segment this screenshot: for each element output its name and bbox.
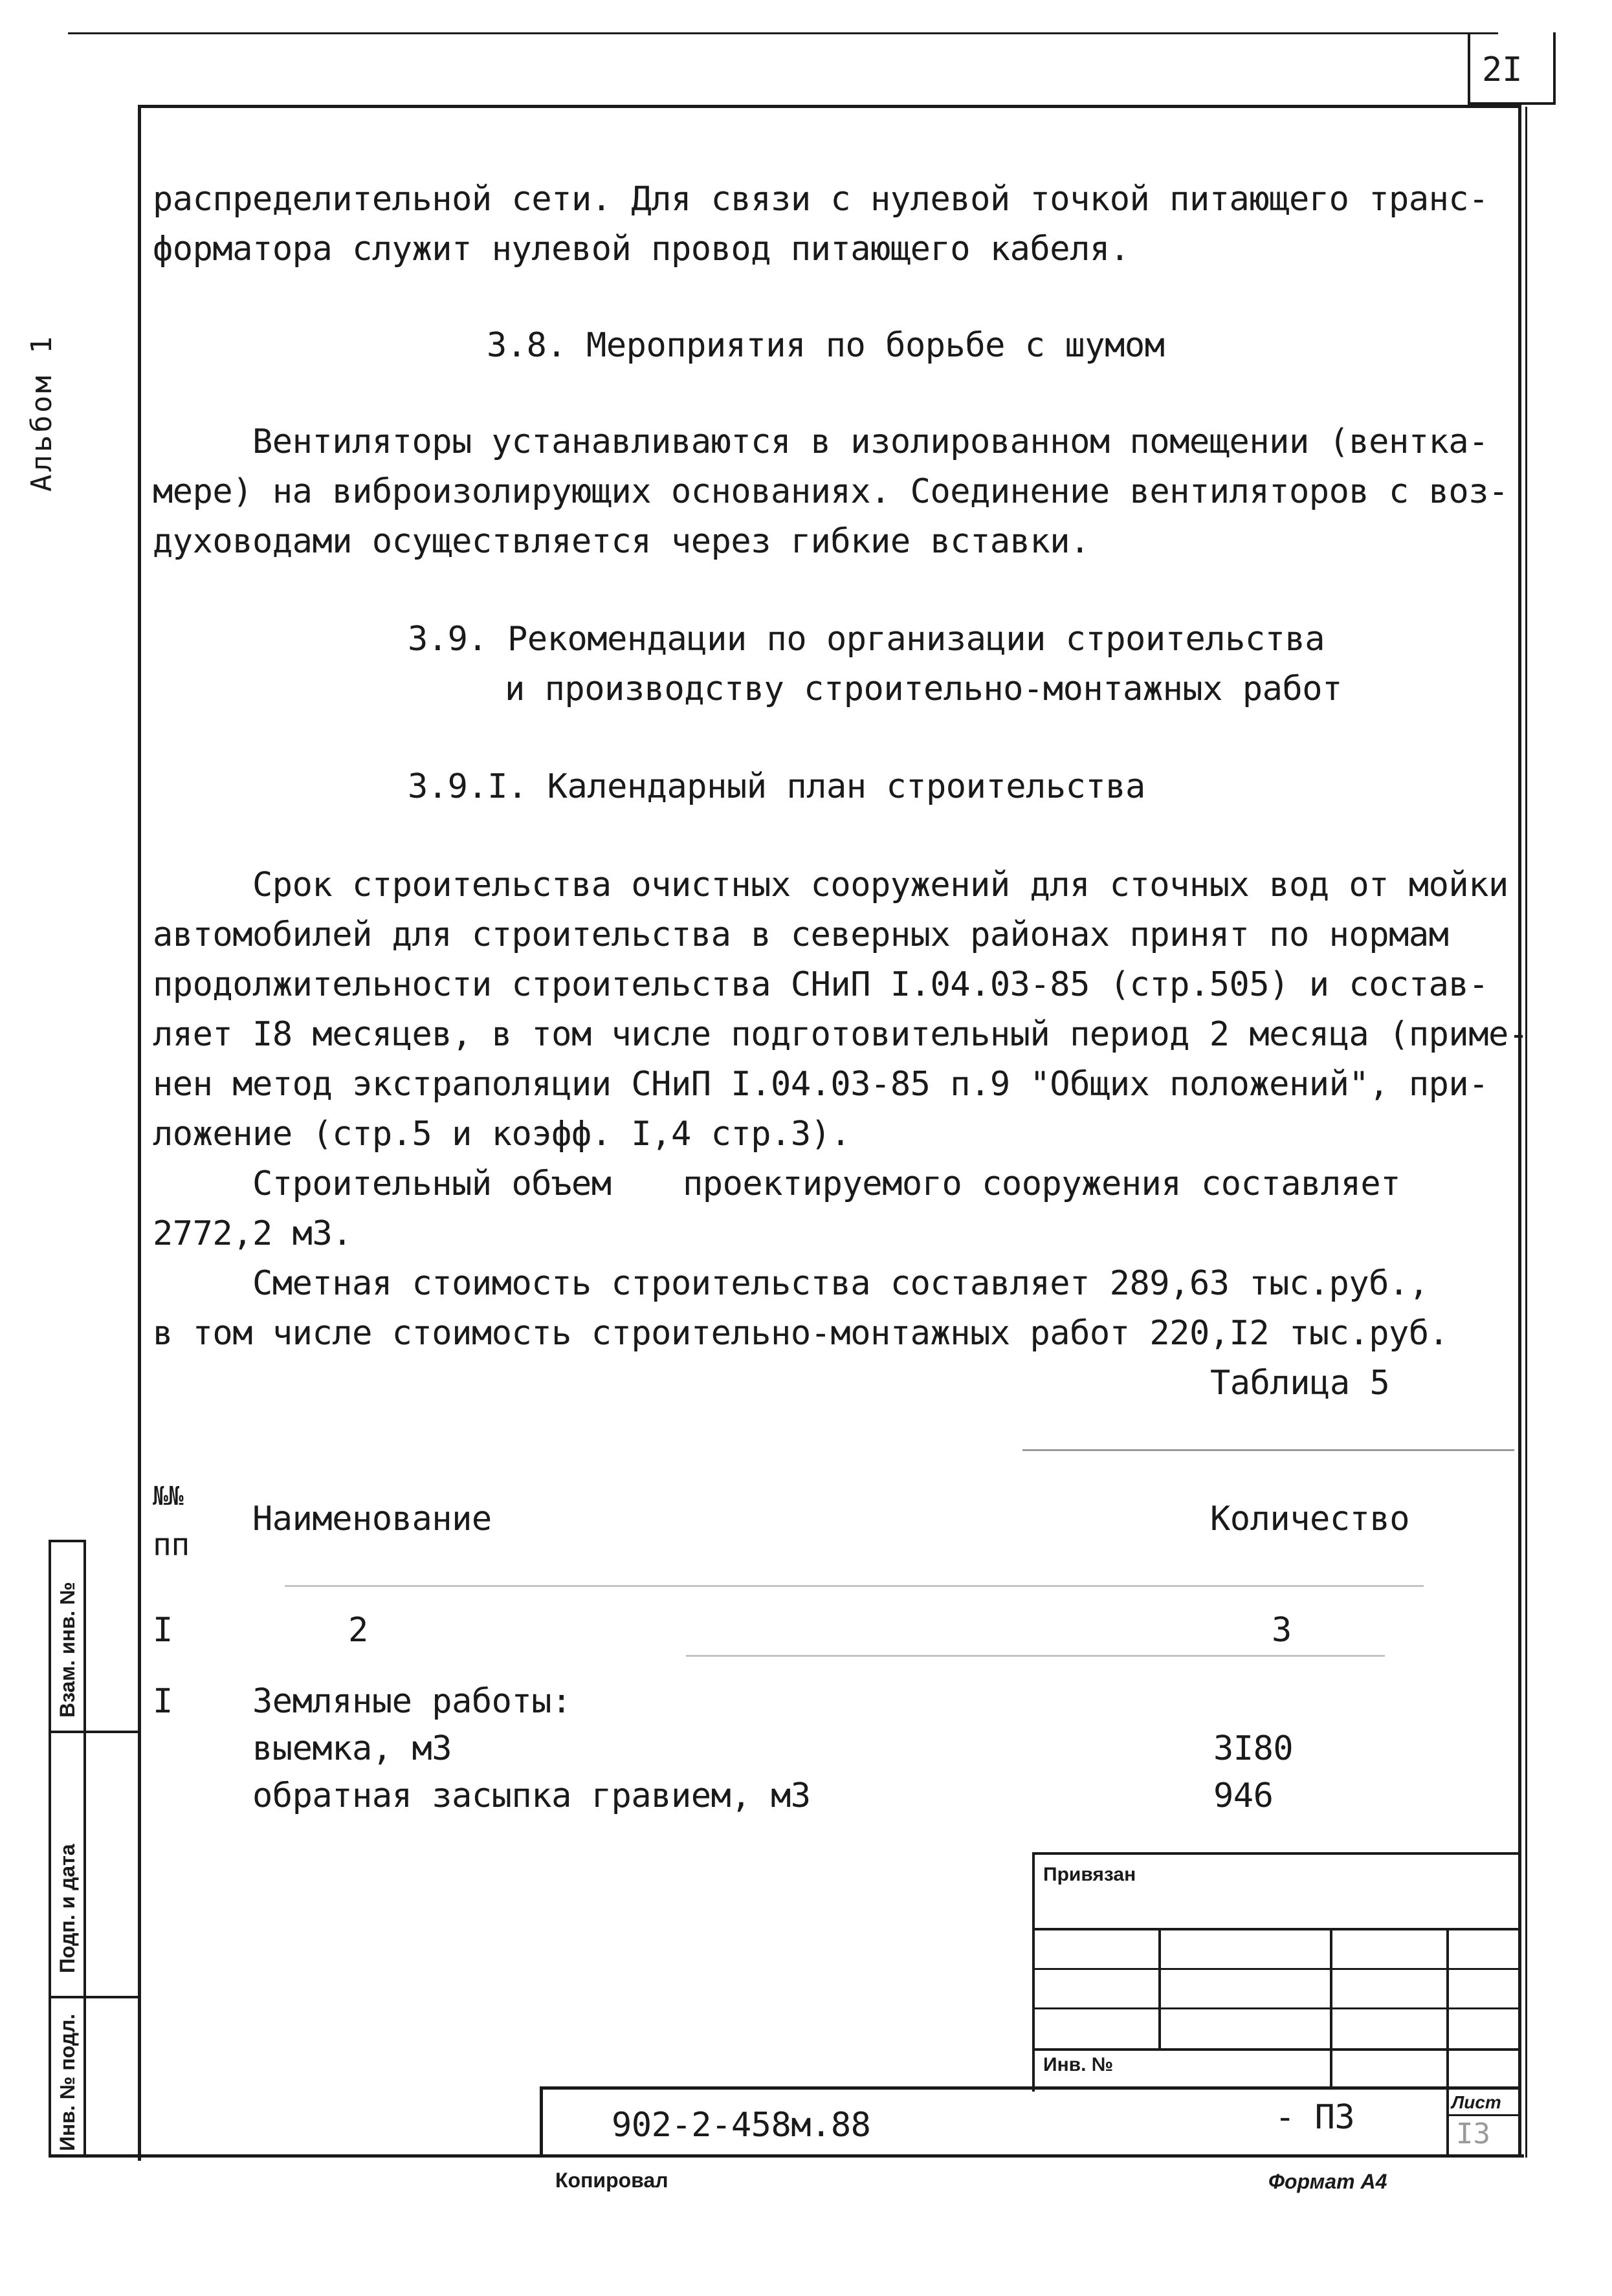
paragraph-line: продолжительности строительства СНиП I.04.03-85 (стр.505) и состав- <box>153 965 1489 1004</box>
table-row-name: обратная засыпка гравием, м3 <box>252 1777 811 1815</box>
table-top-rule <box>1022 1449 1514 1451</box>
side-label-podp: Подп. и дата <box>56 1844 79 1973</box>
stamp-inv-no: Инв. № <box>1043 2054 1114 2075</box>
frame-right-outer <box>1525 107 1527 2158</box>
section-heading: 3.8. Мероприятия по борьбе с шумом <box>487 326 1165 365</box>
paragraph-line: нен метод экстраполяции СНиП I.04.03-85 п.9 "Общих положений", при- <box>153 1065 1489 1104</box>
paragraph-line: духоводами осуществляется через гибкие вставки. <box>153 522 1090 561</box>
frame-right <box>1518 105 1521 2156</box>
sheet-number: I3 <box>1456 2117 1490 2150</box>
paragraph-line: ложение (стр.5 и коэфф. I,4 стр.3). <box>153 1115 851 1153</box>
side-label-vzam: Взам. инв. № <box>56 1582 79 1718</box>
footer-format: Формат А4 <box>1268 2170 1387 2193</box>
table-header-rule <box>285 1585 1424 1587</box>
paragraph-line: форматора служит нулевой провод питающего кабеля. <box>153 230 1130 268</box>
paragraph-line: Сметная стоимость строительства составляет 289,63 тыс.руб., <box>252 1264 1429 1303</box>
table-header-num: пп <box>153 1527 190 1563</box>
paragraph-line: Вентиляторы устанавливаются в изолированном помещении (вентка- <box>252 422 1489 461</box>
section-heading: и производству строительно-монтажных работ <box>505 670 1342 708</box>
stamp-grid-col <box>1330 1928 1332 2090</box>
album-label: Альбом 1 <box>25 334 58 492</box>
section-heading: 3.9. Рекомендации по организации строительства <box>408 620 1325 659</box>
paragraph-line: в том числе стоимость строительно-монтажных работ 220,I2 тыс.руб. <box>153 1314 1449 1353</box>
paragraph-line: ляет I8 месяцев, в том числе подготовительный период 2 месяца (приме- <box>153 1015 1529 1054</box>
stamp-privyazan: Привязан <box>1043 1864 1136 1885</box>
paragraph-line: Срок строительства очистных сооружений для сточных вод от мойки <box>252 866 1508 904</box>
table-row-qty: 946 <box>1213 1777 1274 1815</box>
table-header-qty: Количество <box>1210 1500 1410 1538</box>
title-block-divider <box>1446 2086 1449 2158</box>
sheet-label: Лист <box>1452 2092 1501 2112</box>
paragraph-line: проектируемого сооружения составляет <box>683 1164 1401 1203</box>
table-header-name: Наименование <box>252 1500 492 1538</box>
document-code: 902-2-458м.88 <box>612 2106 871 2145</box>
paragraph-line: Строительный объем <box>252 1164 612 1203</box>
side-stamp-rule <box>49 1731 139 1733</box>
side-stamp-rule <box>49 1996 139 1998</box>
table-colnum: 3 <box>1272 1611 1292 1650</box>
stamp-grid-col <box>1446 1928 1449 2090</box>
table-row-name: выемка, м3 <box>252 1729 452 1768</box>
paragraph-line: автомобилей для строительства в северных районах принят по нормам <box>153 915 1449 954</box>
page-number: 2I <box>1482 50 1523 89</box>
paragraph-line: распределительной сети. Для связи с нулевой точкой питающего транс- <box>153 180 1489 219</box>
top-rule <box>68 32 1498 34</box>
frame-top <box>138 105 1521 108</box>
paragraph-line: мере) на виброизолирующих основаниях. Соединение вентиляторов с воз- <box>153 472 1508 511</box>
subsection-heading: 3.9.I. Календарный план строительства <box>408 767 1145 806</box>
stamp-grid-col <box>1158 1928 1161 2048</box>
footer-copied: Копировал <box>555 2169 668 2192</box>
table-row-name: Земляные работы: <box>252 1682 571 1721</box>
table-colnum: I <box>153 1611 173 1650</box>
side-label-inv-podl: Инв. № подл. <box>56 2013 79 2151</box>
table-caption: Таблица 5 <box>1210 1364 1390 1403</box>
table-colnum: 2 <box>348 1611 368 1650</box>
document-suffix: - ПЗ <box>1275 2098 1355 2137</box>
table-header-num: №№ <box>153 1481 184 1511</box>
table-row-qty: 3I80 <box>1213 1729 1294 1768</box>
frame-left <box>138 107 141 2161</box>
paragraph-line: 2772,2 м3. <box>153 1214 353 1253</box>
title-block-sheet-rule <box>1446 2114 1520 2116</box>
table-row-num: I <box>153 1682 173 1721</box>
